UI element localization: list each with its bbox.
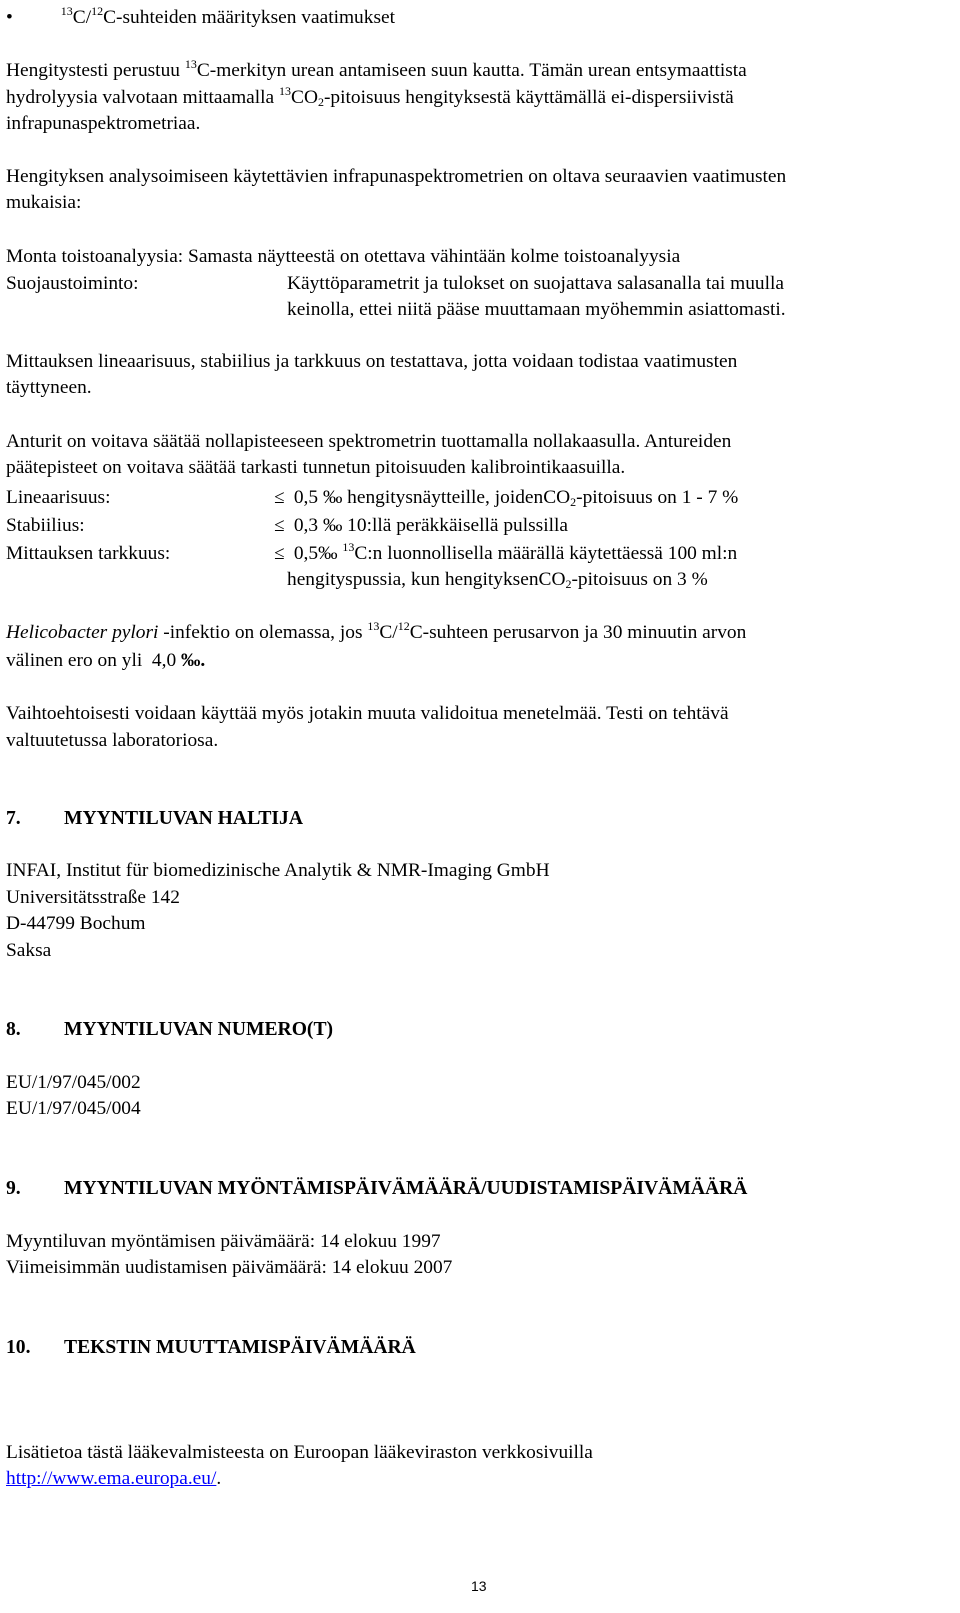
stability-label: Stabiilius: (6, 515, 85, 536)
section-number: 7. (6, 808, 21, 829)
isotope-sup: 13 (342, 540, 355, 554)
ratio-slash: C/ (72, 7, 92, 28)
text: C:n luonnollisella määrällä käytettäessä 100 ml:n (354, 543, 738, 564)
section-title: TEKSTIN MUUTTAMISPÄIVÄMÄÄRÄ (64, 1337, 416, 1358)
renewal-date: Viimeisimmän uudistamisen päivämäärä: 14 elokuu 2007 (6, 1257, 453, 1278)
holder-line: Universitätsstraße 142 (6, 887, 180, 908)
accuracy-label: Mittauksen tarkkuus: (6, 543, 171, 564)
less-equal-icon: ≤ (274, 487, 285, 508)
section-title: MYYNTILUVAN MYÖNTÄMISPÄIVÄMÄÄRÄ/UUDISTAMISPÄIVÄMÄÄRÄ (64, 1178, 748, 1199)
holder-line: Saksa (6, 940, 52, 961)
authorisation-number: EU/1/97/045/004 (6, 1098, 141, 1119)
section-title: MYYNTILUVAN HALTIJA (64, 808, 303, 829)
text: 0,3 ‰ 10:llä peräkkäisellä pulssilla (293, 515, 568, 536)
authorisation-number: EU/1/97/045/002 (6, 1072, 141, 1093)
more-info-line: Lisätietoa tästä lääkevalmisteesta on Euroopan lääkeviraston verkkosivuilla (6, 1442, 593, 1463)
section-10-heading (6, 1334, 416, 1361)
holder-line: INFAI, Institut für biomedizinische Analytik & NMR-Imaging GmbH (6, 860, 550, 881)
isotope-sup: 13 (367, 619, 380, 633)
accuracy-value (270, 540, 737, 567)
section-8-heading (6, 1016, 333, 1043)
isotope-sup: 13 (60, 4, 73, 18)
section-number: 8. (6, 1019, 21, 1040)
text: -infektio on olemassa, jos (163, 622, 363, 643)
para1-line2 (6, 84, 734, 111)
text: C-merkityn urean antamiseen suun kautta. Tämän urean entsymaattista (196, 60, 747, 81)
text: C/ (379, 622, 398, 643)
linearity-value (270, 484, 738, 511)
page-number: 13 (471, 1578, 487, 1594)
holder-line: D-44799 Bochum (6, 913, 146, 934)
para6-line2: valtuutetussa laboratoriosa. (6, 730, 219, 751)
text: -pitoisuus hengityksestä käyttämällä ei-dispersiivistä (323, 87, 734, 108)
para1-line1 (6, 57, 747, 84)
para3-line2: täyttyneen. (6, 377, 92, 398)
text: Hengitystesti perustuu (6, 60, 180, 81)
text: välinen ero on yli 4,0 (6, 650, 182, 671)
para5-line1 (6, 619, 746, 646)
para4-line1: Anturit on voitava säätää nollapisteeseen spektrometrin tuottamalla nollakaasulla. Antureiden (6, 431, 732, 452)
text: 0,5 ‰ hengitysnäytteille, joidenCO (293, 487, 571, 508)
isotope-sup: 12 (91, 4, 104, 18)
text: C-suhteen perusarvon ja 30 minuutin arvon (409, 622, 747, 643)
protect-line2: keinolla, ettei niitä pääse muuttamaan myöhemmin asiattomasti. (287, 299, 786, 320)
first-authorisation-date: Myyntiluvan myöntämisen päivämäärä: 14 elokuu 1997 (6, 1231, 441, 1252)
para6-line1: Vaihtoehtoisesti voidaan käyttää myös jotakin muuta validoitua menetelmää. Testi on tehtävä (6, 703, 729, 724)
text: ‰. (181, 650, 206, 671)
para1-line3: infrapunaspektrometriaa. (6, 113, 201, 134)
less-equal-icon: ≤ (274, 515, 285, 536)
section-number: 10. (6, 1337, 31, 1358)
text: -pitoisuus on 1 - 7 % (576, 487, 739, 508)
text: CO (291, 87, 318, 108)
para2-line1: Hengityksen analysoimiseen käytettävien infrapunaspektrometrien on oltava seuraavien vaatimusten (6, 166, 787, 187)
isotope-sup: 13 (184, 57, 197, 71)
stability-value (270, 512, 568, 539)
isotope-sup: 13 (279, 84, 292, 98)
ema-website-link[interactable]: http://www.ema.europa.eu/ (6, 1468, 217, 1489)
protect-line1: Käyttöparametrit ja tulokset on suojattava salasanalla tai muulla (287, 273, 784, 294)
section-7-heading (6, 805, 303, 832)
text: 0,5‰ (293, 543, 338, 564)
subscript: 2 (570, 495, 577, 509)
protect-label: Suojaustoiminto: (6, 273, 139, 294)
accuracy-line2 (287, 566, 708, 593)
bullet-heading (6, 4, 395, 31)
text: -pitoisuus on 3 % (571, 569, 708, 590)
subscript: 2 (565, 577, 572, 591)
text: hydrolyysia valvotaan mittaamalla (6, 87, 275, 108)
repeat-analysis: Monta toistoanalyysia: Samasta näytteestä on otettava vähintään kolme toistoanalyysia (6, 246, 681, 267)
linearity-label: Lineaarisuus: (6, 487, 111, 508)
bullet-glyph: • (6, 7, 13, 28)
section-title: MYYNTILUVAN NUMERO(T) (64, 1019, 334, 1040)
species-name: Helicobacter pylori (6, 622, 159, 643)
para5-line2 (6, 647, 205, 674)
para3-line1: Mittauksen lineaarisuus, stabiilius ja tarkkuus on testattava, jotta voidaan todistaa vaatimusten (6, 351, 738, 372)
para4-line2: päätepisteet on voitava säätää tarkasti tunnetun pitoisuuden kalibrointikaasuilla. (6, 457, 626, 478)
section-number: 9. (6, 1178, 21, 1199)
bullet-text: C-suhteiden määrityksen vaatimukset (103, 7, 395, 28)
more-info-link-line (6, 1465, 221, 1492)
section-9-heading (6, 1175, 747, 1202)
text: . (216, 1468, 222, 1489)
text: hengityspussia, kun hengityksenCO (287, 569, 566, 590)
isotope-sup: 12 (397, 619, 410, 633)
subscript: 2 (317, 95, 324, 109)
less-equal-icon: ≤ (274, 543, 285, 564)
para2-line2: mukaisia: (6, 192, 82, 213)
